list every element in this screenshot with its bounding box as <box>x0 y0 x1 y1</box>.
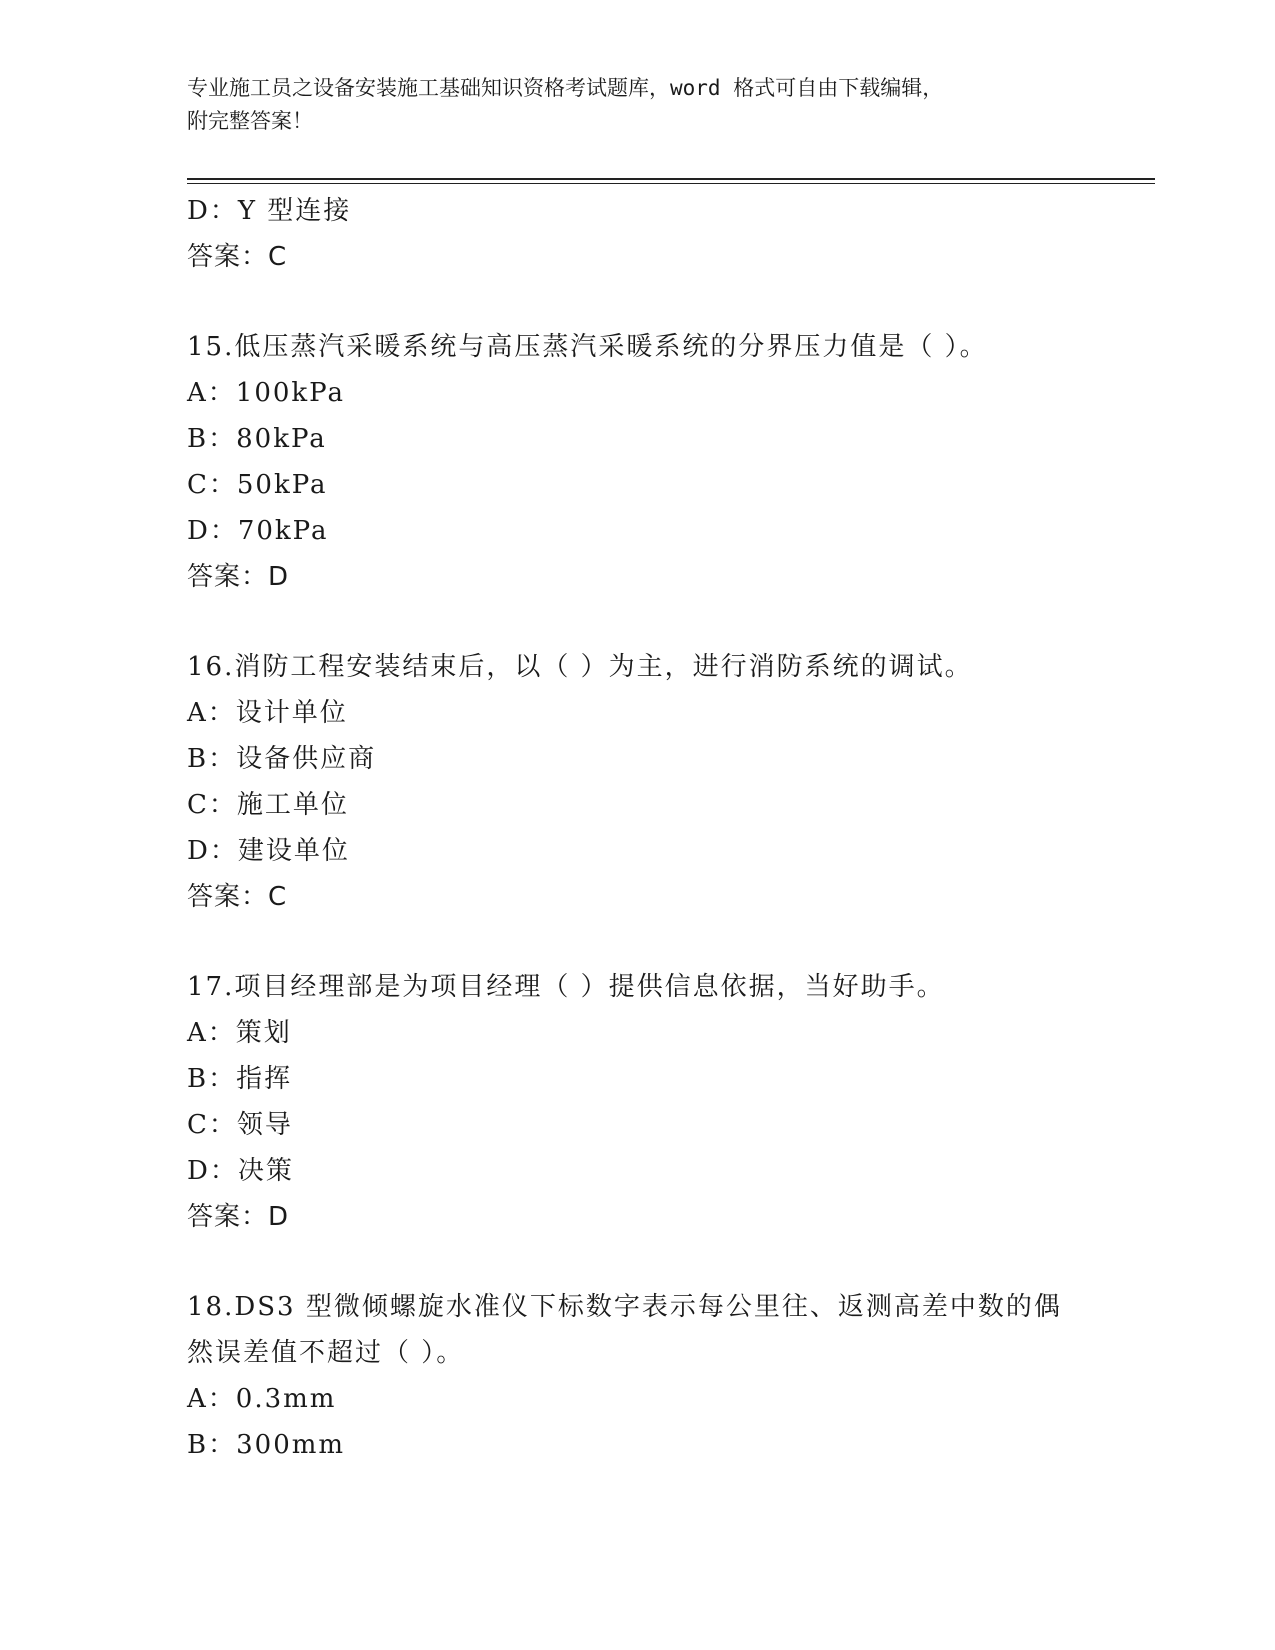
option-d: D：70kPa <box>187 516 329 546</box>
question-text-line-2: 然误差值不超过（ ）。 <box>187 1338 465 1368</box>
option-a: A：策划 <box>187 1018 292 1048</box>
option-a: A：设计单位 <box>187 698 348 728</box>
question-15 <box>187 324 1147 600</box>
header-line-2: 附完整答案！ <box>187 109 313 133</box>
option-d: D：决策 <box>187 1156 294 1186</box>
option-d: D：建设单位 <box>187 836 350 866</box>
document-header <box>187 72 1067 138</box>
header-line-1: 专业施工员之设备安装施工基础知识资格考试题库，word 格式可自由下载编辑， <box>187 76 944 100</box>
prev-option-d: D：Y 型连接 <box>187 196 352 226</box>
option-a: A：0.3mm <box>187 1384 337 1414</box>
question-18 <box>187 1284 1147 1468</box>
option-b: B：指挥 <box>187 1064 293 1094</box>
option-c: C：领导 <box>187 1110 293 1140</box>
prev-answer: 答案：C <box>187 242 288 272</box>
question-text: 16.消防工程安装结束后，以（ ）为主，进行消防系统的调试。 <box>187 652 973 682</box>
question-text: 15.低压蒸汽采暖系统与高压蒸汽采暖系统的分界压力值是（ ）。 <box>187 332 988 362</box>
question-text-line-1: 18.DS3 型微倾螺旋水准仪下标数字表示每公里往、返测高差中数的偶 <box>187 1292 1062 1322</box>
option-a: A：100kPa <box>187 378 345 408</box>
header-divider-secondary <box>187 183 1155 184</box>
option-c: C：50kPa <box>187 470 328 500</box>
answer: 答案：C <box>187 882 288 912</box>
option-b: B：设备供应商 <box>187 744 377 774</box>
question-17 <box>187 964 1147 1240</box>
answer: 答案：D <box>187 1202 290 1232</box>
option-b: B：300mm <box>187 1430 346 1460</box>
question-16 <box>187 644 1147 920</box>
option-b: B：80kPa <box>187 424 327 454</box>
option-c: C：施工单位 <box>187 790 349 820</box>
question-text: 17.项目经理部是为项目经理（ ）提供信息依据，当好助手。 <box>187 972 945 1002</box>
answer: 答案：D <box>187 562 290 592</box>
header-divider <box>187 178 1155 180</box>
question-list <box>187 188 1147 1468</box>
